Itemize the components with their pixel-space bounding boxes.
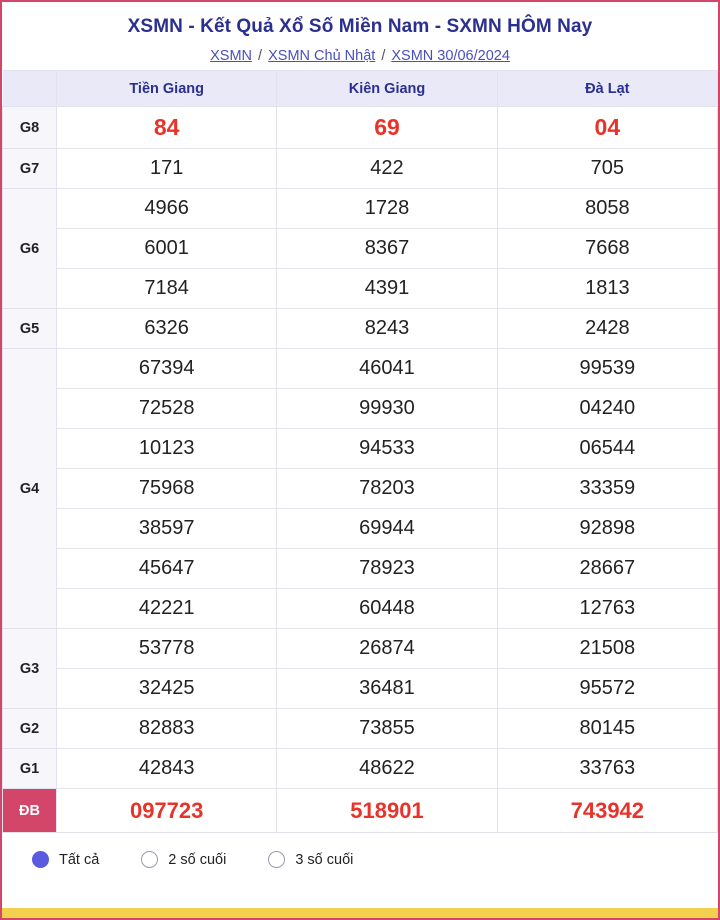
prize-number: 36481 — [277, 669, 497, 709]
filter-label: Tất cả — [59, 851, 100, 868]
page-header — [2, 2, 718, 70]
prize-number: 84 — [57, 107, 277, 149]
special-prize-number: 518901 — [277, 789, 497, 833]
table-row — [3, 149, 718, 189]
prize-number: 69944 — [277, 509, 497, 549]
prize-number: 7184 — [57, 269, 277, 309]
prize-number: 78923 — [277, 549, 497, 589]
prize-number: 21508 — [497, 629, 717, 669]
table-header-row — [3, 71, 718, 107]
prize-number: 45647 — [57, 549, 277, 589]
radio-icon[interactable] — [141, 851, 158, 868]
prize-number: 95572 — [497, 669, 717, 709]
table-row — [3, 589, 718, 629]
table-corner-cell — [3, 71, 57, 107]
table-row — [3, 389, 718, 429]
prize-number: 75968 — [57, 469, 277, 509]
filter-option-last-3[interactable] — [268, 851, 353, 868]
filter-label: 3 số cuối — [295, 851, 354, 868]
prize-number: 705 — [497, 149, 717, 189]
table-row — [3, 469, 718, 509]
prize-number: 171 — [57, 149, 277, 189]
prize-number: 10123 — [57, 429, 277, 469]
prize-number: 92898 — [497, 509, 717, 549]
prize-number: 12763 — [497, 589, 717, 629]
table-row — [3, 629, 718, 669]
prize-label: G6 — [3, 189, 57, 309]
table-row — [3, 107, 718, 149]
prize-number: 60448 — [277, 589, 497, 629]
filter-option-all[interactable] — [32, 851, 99, 868]
prize-number: 4966 — [57, 189, 277, 229]
prize-number: 99539 — [497, 349, 717, 389]
table-row — [3, 509, 718, 549]
radio-icon[interactable] — [32, 851, 49, 868]
table-row — [3, 789, 718, 833]
prize-number: 99930 — [277, 389, 497, 429]
table-row — [3, 749, 718, 789]
column-header-2: Đà Lạt — [497, 71, 717, 107]
prize-number: 38597 — [57, 509, 277, 549]
prize-number: 06544 — [497, 429, 717, 469]
prize-number: 6001 — [57, 229, 277, 269]
prize-label: G2 — [3, 709, 57, 749]
prize-label: G7 — [3, 149, 57, 189]
table-body — [3, 107, 718, 833]
table-row — [3, 709, 718, 749]
prize-number: 42221 — [57, 589, 277, 629]
prize-label: G3 — [3, 629, 57, 709]
prize-number: 94533 — [277, 429, 497, 469]
breadcrumb-item-0[interactable]: XSMN — [210, 48, 253, 64]
table-head — [3, 71, 718, 107]
prize-number: 33359 — [497, 469, 717, 509]
prize-number: 4391 — [277, 269, 497, 309]
table-row — [3, 309, 718, 349]
breadcrumb-item-2[interactable]: XSMN 30/06/2024 — [391, 48, 510, 64]
page-title: XSMN - Kết Quả Xổ Số Miền Nam - SXMN HÔM Nay — [127, 16, 593, 37]
prize-number: 1728 — [277, 189, 497, 229]
prize-number: 46041 — [277, 349, 497, 389]
prize-number: 42843 — [57, 749, 277, 789]
prize-label: G5 — [3, 309, 57, 349]
prize-number: 7668 — [497, 229, 717, 269]
special-prize-number: 743942 — [497, 789, 717, 833]
prize-label: G4 — [3, 349, 57, 629]
prize-number: 26874 — [277, 629, 497, 669]
table-row — [3, 669, 718, 709]
prize-number: 04240 — [497, 389, 717, 429]
prize-number: 73855 — [277, 709, 497, 749]
table-row — [3, 429, 718, 469]
table-row — [3, 229, 718, 269]
special-prize-label: ĐB — [3, 789, 57, 833]
prize-number: 2428 — [497, 309, 717, 349]
radio-icon[interactable] — [268, 851, 285, 868]
table-row — [3, 269, 718, 309]
prize-number: 82883 — [57, 709, 277, 749]
results-table — [2, 70, 718, 833]
prize-number: 8367 — [277, 229, 497, 269]
prize-number: 32425 — [57, 669, 277, 709]
prize-number: 33763 — [497, 749, 717, 789]
breadcrumb-separator-1: / — [381, 48, 386, 64]
breadcrumb-item-1[interactable]: XSMN Chủ Nhật — [268, 48, 376, 64]
prize-label: G1 — [3, 749, 57, 789]
filter-group — [2, 833, 718, 878]
prize-number: 28667 — [497, 549, 717, 589]
column-header-0: Tiền Giang — [57, 71, 277, 107]
prize-number: 80145 — [497, 709, 717, 749]
prize-number: 69 — [277, 107, 497, 149]
prize-number: 8243 — [277, 309, 497, 349]
prize-number: 1813 — [497, 269, 717, 309]
prize-number: 8058 — [497, 189, 717, 229]
filter-option-last-2[interactable] — [141, 851, 226, 868]
prize-number: 04 — [497, 107, 717, 149]
prize-number: 78203 — [277, 469, 497, 509]
breadcrumb — [12, 48, 708, 64]
column-header-1: Kiên Giang — [277, 71, 497, 107]
filter-label: 2 số cuối — [168, 851, 227, 868]
table-row — [3, 549, 718, 589]
prize-number: 67394 — [57, 349, 277, 389]
table-row — [3, 189, 718, 229]
prize-number: 72528 — [57, 389, 277, 429]
prize-label: G8 — [3, 107, 57, 149]
breadcrumb-separator-0: / — [258, 48, 263, 64]
special-prize-number: 097723 — [57, 789, 277, 833]
bottom-accent-bar — [2, 908, 718, 918]
prize-number: 422 — [277, 149, 497, 189]
prize-number: 6326 — [57, 309, 277, 349]
prize-number: 53778 — [57, 629, 277, 669]
prize-number: 48622 — [277, 749, 497, 789]
table-row — [3, 349, 718, 389]
